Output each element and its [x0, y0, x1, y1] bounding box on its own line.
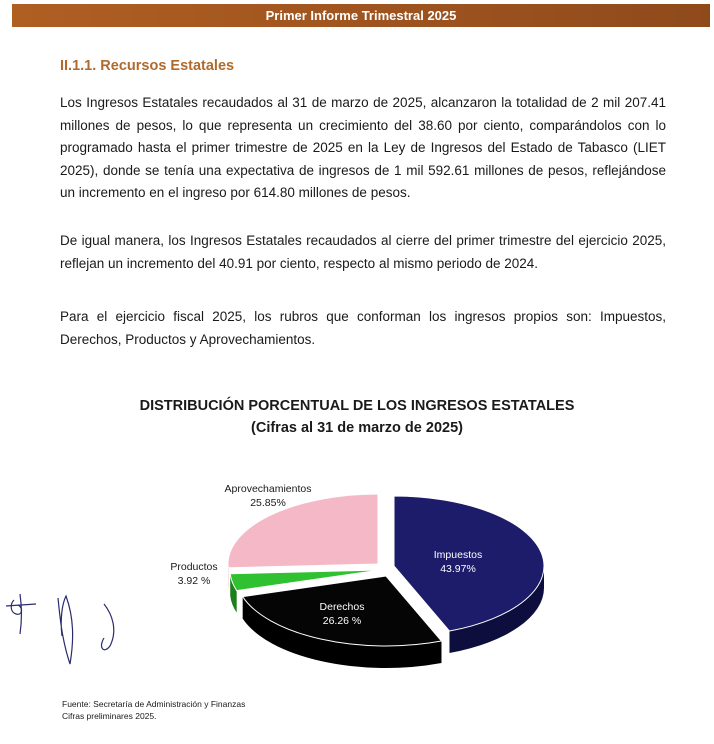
pie-label-value-aprovechamientos: 25.85% [250, 497, 286, 509]
paragraph-ingresos-recaudados: Los Ingresos Estatales recaudados al 31 de marzo de 2025, alcanzaron la totalidad de 2 mil 207.41 millones de pesos, lo que representa un crecimiento del 38.60 por ciento, comparándolos con lo programado hasta el primer trimestre de 2025 en la Ley de Ingresos del Estado de Tabasco (LIET 2025), donde se tenía una expectativa de ingresos de 1 mil 592.61 millones de pesos, reflejándose un incremento en el ingreso por 614.80 millones de pesos. [60, 95, 666, 200]
pie-label-value-productos: 3.92 % [177, 575, 211, 587]
footnote-source: Fuente: Secretaría de Administración y Finanzas [62, 699, 246, 709]
pie-label-name-impuestos: Impuestos [433, 549, 483, 561]
footnote-note: Cifras preliminares 2025. [62, 711, 157, 721]
pie-label-value-impuestos: 43.97% [440, 563, 476, 575]
header-bar: Primer Informe Trimestral 2025 [12, 4, 710, 27]
pie-label-name-derechos: Derechos [319, 601, 365, 613]
section-title: II.1.1. Recursos Estatales [60, 58, 235, 74]
chart-title: DISTRIBUCIÓN PORCENTUAL DE LOS INGRESOS ESTATALES [139, 398, 575, 414]
pie-label-name-productos: Productos [170, 561, 218, 573]
pie-label-value-derechos: 26.26 % [322, 615, 362, 627]
chart-subtitle: (Cifras al 31 de marzo de 2025) [251, 420, 463, 436]
footnote [62, 698, 245, 722]
pie-label-name-aprovechamientos: Aprovechamientos [224, 483, 312, 495]
paragraph-rubros: Para el ejercicio fiscal 2025, los rubros que conforman los ingresos propios son: Impuestos, Derechos, Productos y Aprovechamientos. [60, 309, 666, 347]
paragraph-incremento: De igual manera, los Ingresos Estatales recaudados al cierre del primer trimestre del ejercicio 2025, reflejan un incremento del 40.91 por ciento, respecto al mismo periodo de 2024. [60, 233, 666, 271]
